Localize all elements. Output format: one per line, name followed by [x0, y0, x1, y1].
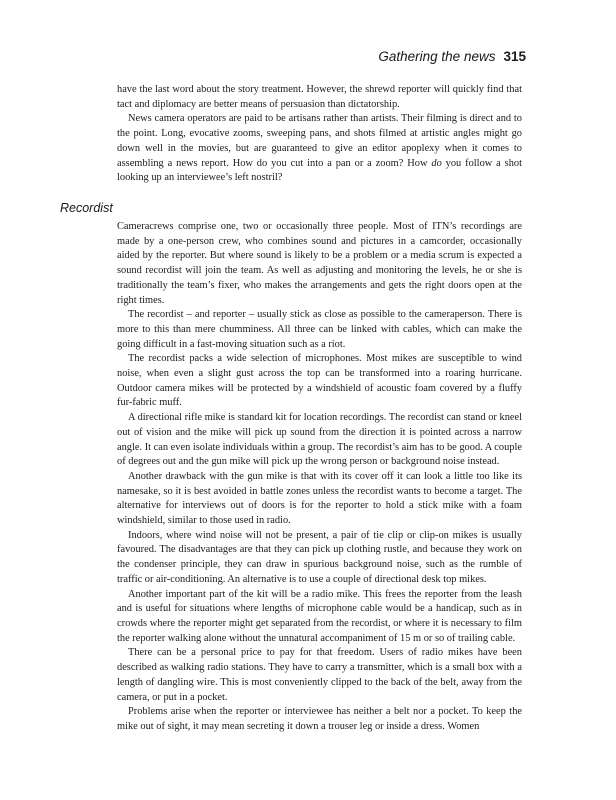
section-heading-recordist: Recordist	[60, 201, 113, 215]
paragraph-microphones: The recordist packs a wide selection of microphones. Most mikes are susceptible to wind noise, when even a slight gust across the top can be transformed into a roaring hurricane. Outdoor camera mikes will be protected by a windshield of acoustic foam covered by a fluffy fur-fabric muff.	[117, 353, 522, 409]
recordist-text-block	[117, 220, 522, 735]
paragraph-cameracrews: Cameracrews comprise one, two or occasionally three people. Most of ITN’s recordings are made by a one-person crew, who combines sound and pictures in a camcorder, occasionally aided by the reporter. But where sound is likely to be a problem or a media scrum is expected a sound recordist will join the team. As well as adjusting and monitoring the levels, he or she is traditionally the team’s fixer, who makes the arrangements and gets the right doors open at the right times.	[117, 221, 522, 306]
page-number: 315	[503, 49, 526, 64]
paragraph-radio-mike: Another important part of the kit will be a radio mike. This frees the reporter from the leash and is useful for situations where lengths of microphone cable would be a handicap, such as in crowds where the reporter might get separated from the recordist, or where it is necessary to film the reporter walking alone without the unnatural accompaniment of 15 m or so of trailing cable.	[117, 588, 522, 644]
paragraph-gun-mike-drawback: Another drawback with the gun mike is that with its cover off it can look a little too like its namesake, so it is best avoided in battle zones unless the recordist wants to become a target. The alternative for interviews out of doors is for the reporter to hold a stick mike with a foam windshield, similar to those used in radio.	[117, 470, 522, 527]
intro-paragraph-continued: have the last word about the story treatment. However, the shrewd reporter will quickly find that tact and diplomacy are better means of persuasion than dictatorship.	[117, 84, 522, 110]
intro-text-block	[117, 83, 522, 186]
intro-paragraph-camera-operators: News camera operators are paid to be artisans rather than artists. Their filming is direct and to the point. Long, evocative zooms, sweeping pans, and shots filmed at artistic angles might go down well in the movies, but are guaranteed to give an editor apoplexy when it comes to assembling a news report. How do you cut into a pan or a zoom? How do you follow a shot looking up an interviewee’s left nostril?	[117, 113, 522, 184]
paragraph-indoors: Indoors, where wind noise will not be present, a pair of tie clip or clip-on mikes is usually favoured. The disadvantages are that they can pick up clothing rustle, and because they work on the condenser principle, they can draw in spurious background noise, such as the rumble of traffic or air-conditioning. An alternative is to use a couple of directional desk top mikes.	[117, 529, 522, 585]
running-head	[378, 49, 526, 64]
emphasis-do: do	[431, 157, 442, 169]
paragraph-rifle-mike: A directional rifle mike is standard kit for location recordings. The recordist can stand or kneel out of vision and the mike will pick up sound from the direction it is pointed across a narrow angle. It can even isolate individuals within a group. The recordist’s aim has to be good. A couple of degrees out and the gun mike will pick up the wrong person or background noise instead.	[117, 412, 522, 468]
paragraph-recordist-and-reporter: The recordist – and reporter – usually stick as close as possible to the cameraperson. There is more to this than mere chumminess. All three can be linked with cables, which can make the going difficult in a fast-moving situation such as a riot.	[117, 309, 522, 350]
paragraph-belt-pocket-problems: Problems arise when the reporter or interviewee has neither a belt nor a pocket. To keep the mike out of sight, it may mean secreting it down a trouser leg or inside a dress. Women	[117, 706, 522, 732]
paragraph-personal-price: There can be a personal price to pay for that freedom. Users of radio mikes have been described as walking radio stations. They have to carry a transmitter, which is a small box with a length of dangling wire. This is most conveniently clipped to the back of the belt, away from the camera, or put in a pocket.	[117, 647, 522, 703]
chapter-title: Gathering the news	[378, 49, 496, 64]
